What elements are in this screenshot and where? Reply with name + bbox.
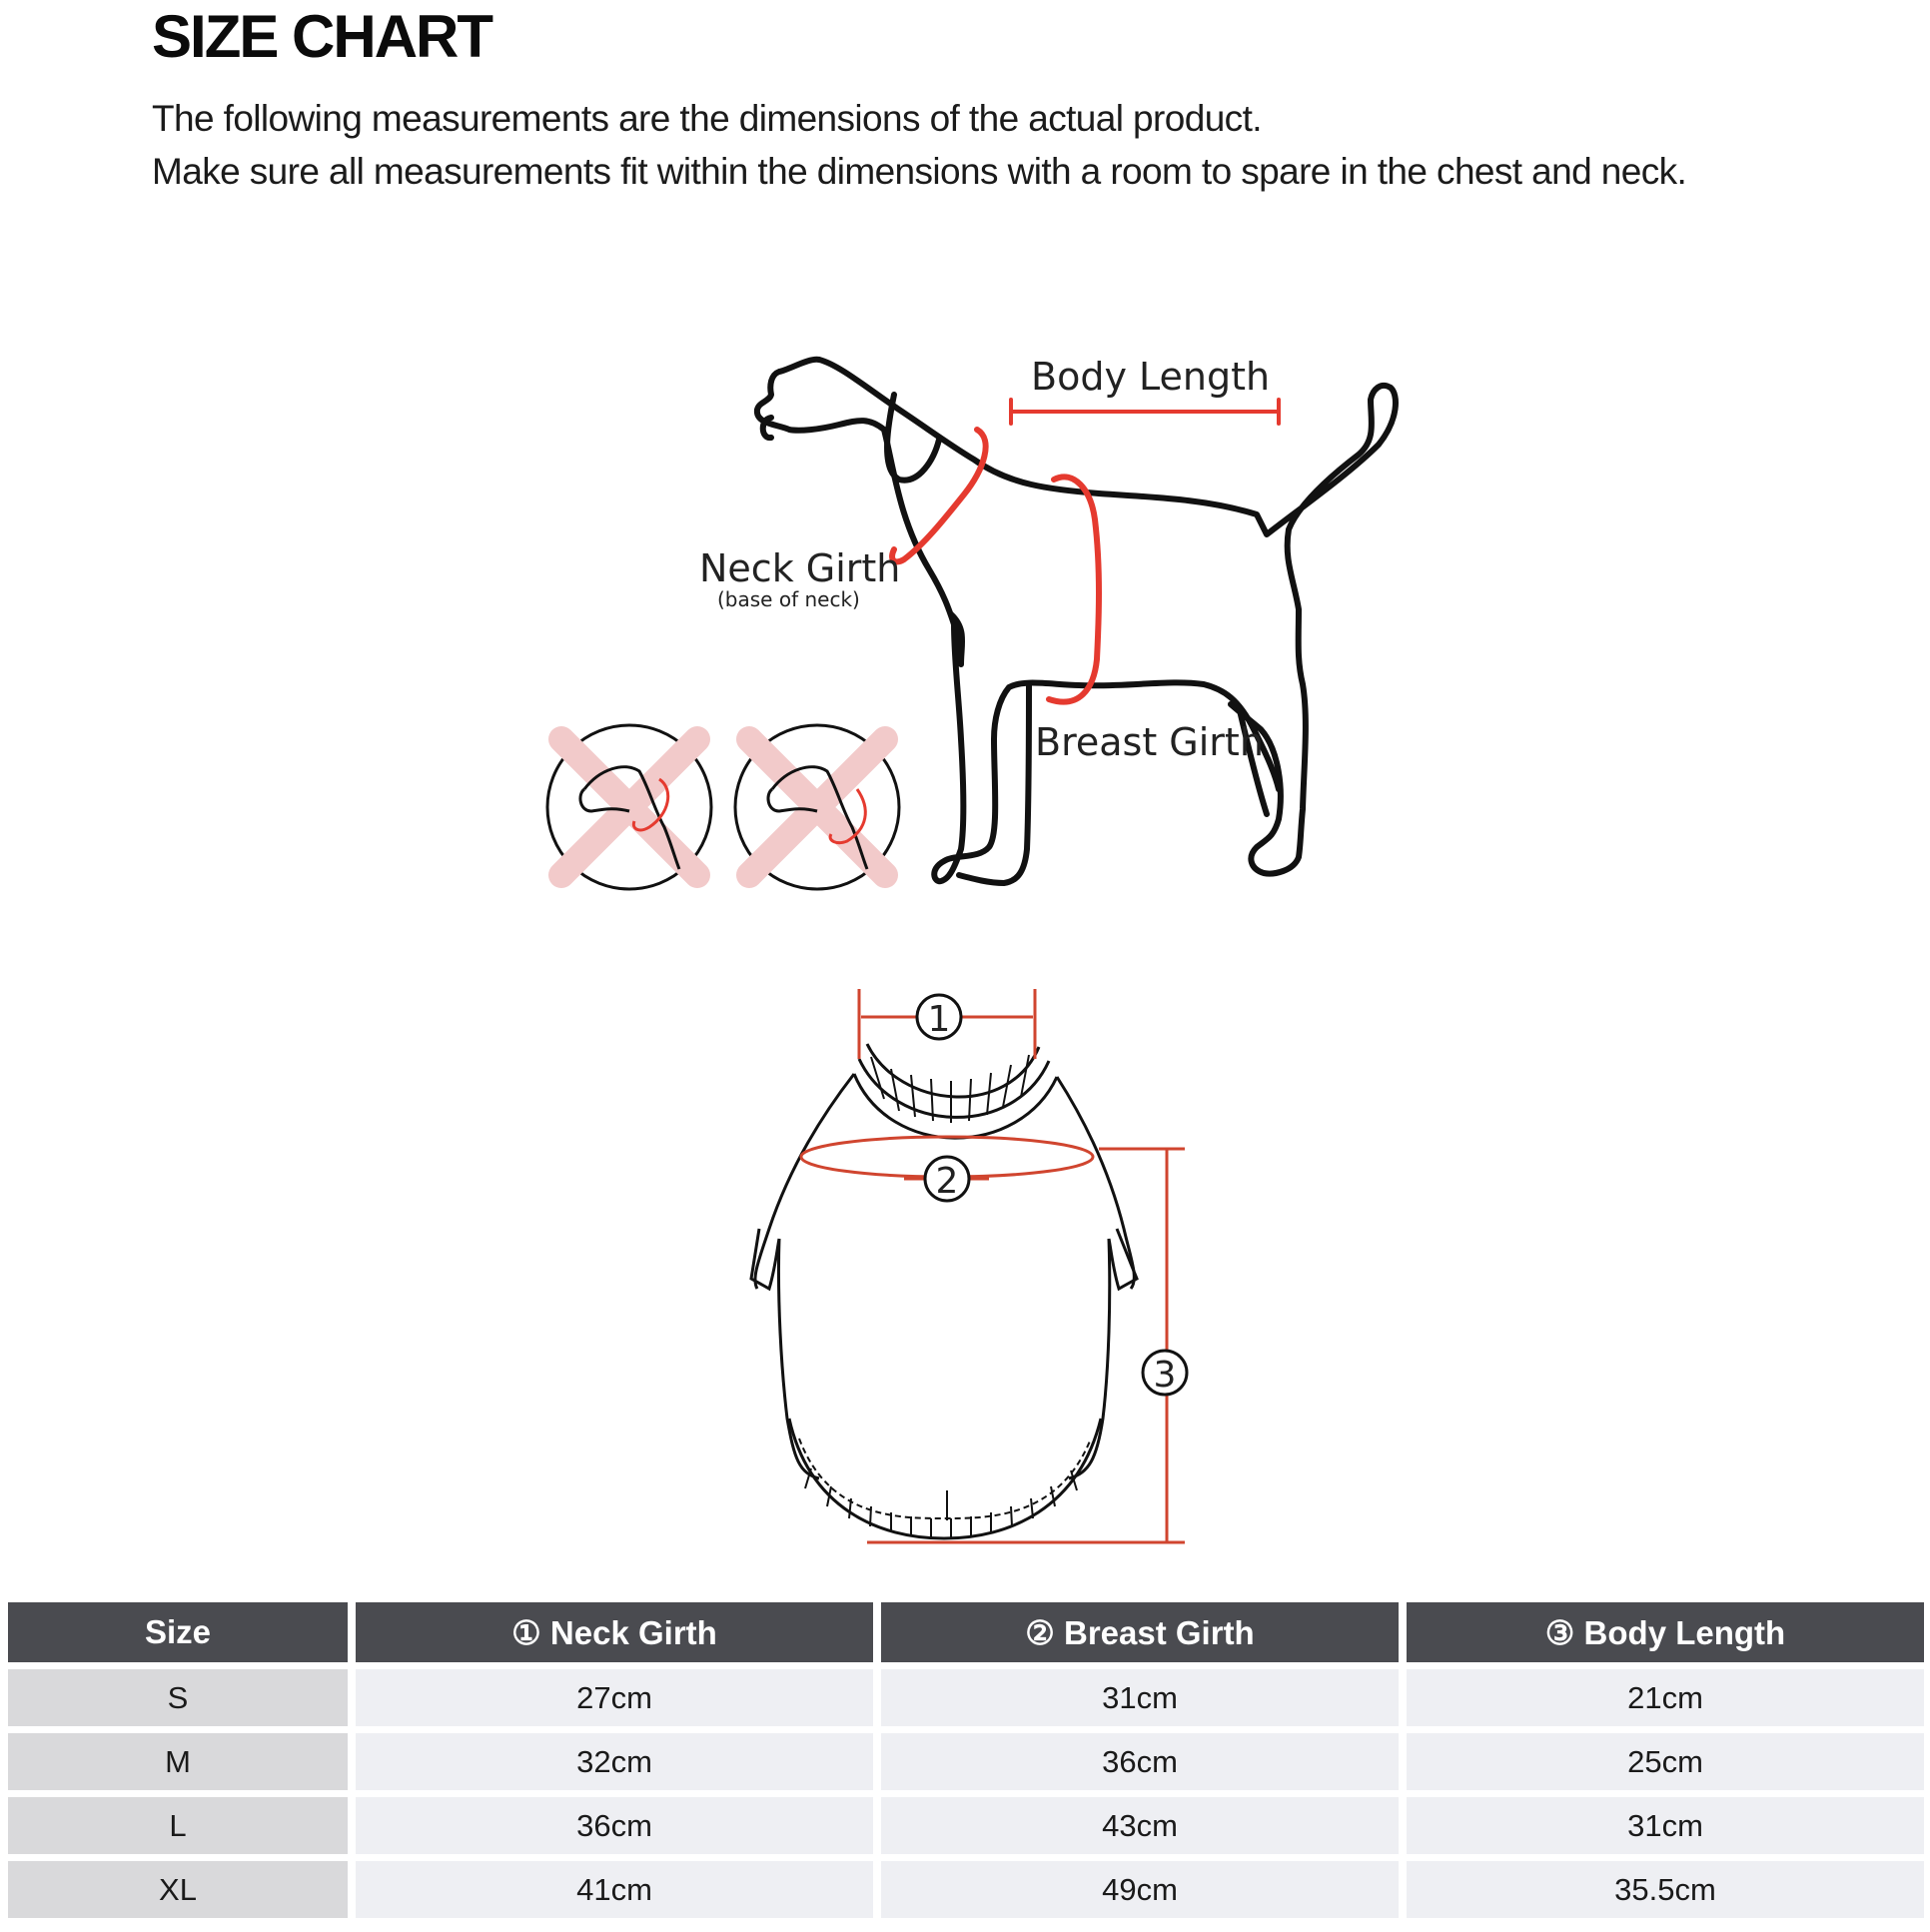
sweater-sides [778,1239,1109,1478]
sweater-measure-lines [801,989,1185,1542]
marker-2: 2 [935,1161,959,1202]
neck-girth-cell: 27cm [356,1669,873,1726]
table-header-row [8,1602,1924,1662]
sweater-collar [867,1044,1039,1097]
dog-outline-top [819,360,1396,873]
size-cell: M [8,1733,348,1790]
sweater-hem [789,1419,1101,1538]
table-row [8,1733,1924,1790]
breast-girth-cell: 49cm [881,1861,1399,1918]
breast-girth-line [1049,477,1099,701]
header-breast-girth: ② Breast Girth [881,1602,1399,1662]
body-length-label: Body Length [1031,355,1271,399]
body-length-cell: 31cm [1407,1797,1924,1854]
header-size: Size [8,1602,348,1662]
size-cell: S [8,1669,348,1726]
wrong-example-1 [547,725,711,889]
breast-girth-cell: 43cm [881,1797,1399,1854]
sweater-markers [917,995,1187,1396]
size-cell: L [8,1797,348,1854]
header-body-length: ③ Body Length [1407,1602,1924,1662]
table-row [8,1861,1924,1918]
header-neck-girth: ① Neck Girth [356,1602,873,1662]
neck-girth-note: (base of neck) [717,587,860,611]
dog-nose [763,418,771,438]
breast-girth-cell: 36cm [881,1733,1399,1790]
breast-girth-label: Breast Girth [1035,720,1264,764]
crossed-out-neck-measurement-icon [547,725,899,889]
size-cell: XL [8,1861,348,1918]
intro-line-1: The following measurements are the dimensions of the actual product. [152,98,1262,139]
neck-girth-cell: 36cm [356,1797,873,1854]
neck-girth-label: Neck Girth [699,546,901,590]
sweater-illustration [751,1044,1137,1538]
table-row [8,1797,1924,1854]
body-length-cell: 21cm [1407,1669,1924,1726]
neck-girth-cell: 41cm [356,1861,873,1918]
marker-3: 3 [1153,1355,1177,1396]
page-title: SIZE CHART [152,3,491,70]
neck-girth-cell: 32cm [356,1733,873,1790]
body-length-cell: 35.5cm [1407,1861,1924,1918]
body-length-cell: 25cm [1407,1733,1924,1790]
breast-girth-cell: 31cm [881,1669,1399,1726]
size-table [0,1595,1930,1925]
wrong-example-2 [735,725,899,889]
table-row [8,1669,1924,1726]
marker-1: 1 [927,999,951,1040]
intro-line-2: Make sure all measurements fit within the dimensions with a room to spare in the chest and neck. [152,151,1687,192]
